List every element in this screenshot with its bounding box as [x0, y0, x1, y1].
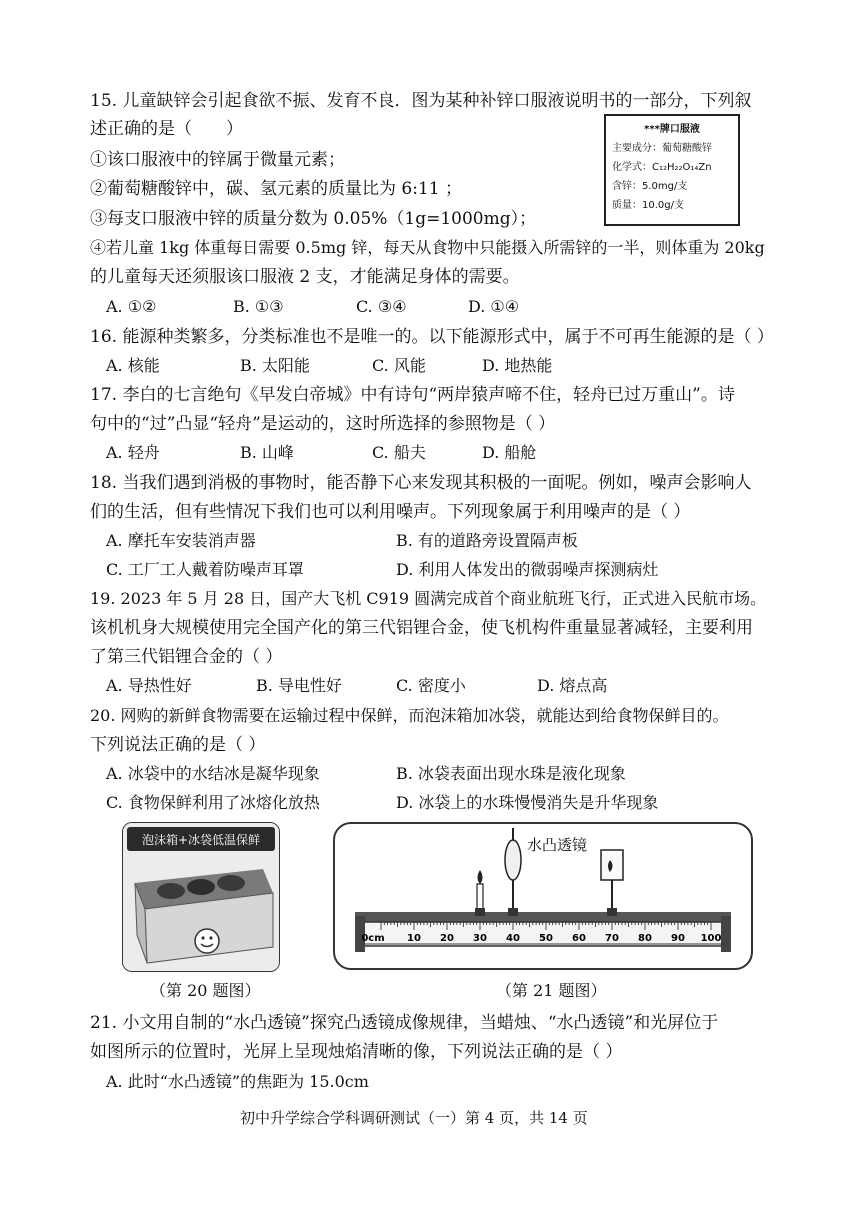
- ruler-tick-label: 90: [671, 933, 685, 944]
- figure-20-label: 泡沫箱+冰袋低温保鲜: [141, 833, 261, 847]
- ruler-tick-label: 20: [440, 933, 454, 944]
- q19-option-a: A. 导热性好: [106, 676, 192, 695]
- medicine-label-zinc: 含锌：5.0mg/支: [612, 181, 688, 192]
- q19-line-1: 19. 2023 年 5 月 28 日，国产大飞机 C919 圆满完成首个商业航班飞行，正式进入民航市场。: [90, 589, 767, 608]
- q16-option-b: B. 太阳能: [240, 356, 310, 375]
- q19-line-3: 了第三代铝锂合金的（ ）: [90, 647, 283, 667]
- q19-line-2: 该机机身大规模使用完全国产化的第三代铝锂合金，使飞机构件重量显著减轻，主要利用: [90, 618, 753, 638]
- candle-flame: [478, 870, 483, 884]
- figure-20-caption: （第 20 题图）: [150, 981, 261, 1000]
- ruler-tick-label: 80: [638, 933, 652, 944]
- q16-option-d: D. 地热能: [482, 356, 553, 375]
- figure-21-optical-bench: [333, 822, 753, 970]
- foam-box-illustration: [123, 823, 279, 971]
- figure-21-caption: （第 21 题图）: [496, 981, 607, 1000]
- q15-option-d: D. ①④: [468, 297, 520, 316]
- optical-bench-illustration: [335, 824, 751, 968]
- q19-option-d: D. 熔点高: [537, 676, 608, 695]
- page-footer: 初中升学综合学科调研测试（一）第 4 页，共 14 页: [240, 1109, 588, 1127]
- screen-holder: [607, 908, 617, 916]
- q21-option-a: A. 此时“水凸透镜”的焦距为 15.0cm: [106, 1072, 369, 1091]
- q17-option-d: D. 船舱: [482, 443, 537, 462]
- medicine-label-ingredient: 主要成分：葡萄糖酸锌: [612, 143, 712, 154]
- q18-option-a: A. 摩托车安装消声器: [106, 531, 256, 550]
- q16-option-c: C. 风能: [372, 356, 426, 375]
- lens-holder: [508, 908, 518, 916]
- q20-option-a: A. 冰袋中的水结冰是凝华现象: [106, 764, 320, 783]
- ruler-tick-label: 0cm: [361, 933, 385, 944]
- q20-line-2: 下列说法正确的是（ ）: [90, 735, 266, 755]
- q18-option-b: B. 有的道路旁设置隔声板: [396, 531, 578, 550]
- q18-line-2: 们的生活，但有些情况下我们也可以利用噪声。下列现象属于利用噪声的是（ ）: [90, 502, 691, 522]
- figure-21-label: 水凸透镜: [527, 836, 588, 854]
- q20-line-1: 20. 网购的新鲜食物需要在运输过程中保鲜，而泡沫箱加冰袋，就能达到给食物保鲜目的。: [90, 706, 729, 725]
- medicine-label-box: [604, 114, 740, 226]
- q21-line-2: 如图所示的位置时，光屏上呈现烛焰清晰的像，下列说法正确的是（ ）: [90, 1042, 623, 1062]
- q20-option-b: B. 冰袋表面出现水珠是液化现象: [396, 764, 626, 783]
- medicine-label-formula: 化学式：C₁₂H₂₂O₁₄Zn: [612, 162, 712, 173]
- ruler-tick-label: 100: [700, 933, 722, 944]
- q15-option-c: C. ③④: [356, 297, 407, 316]
- q20-option-c: C. 食物保鲜利用了冰熔化放热: [106, 793, 320, 812]
- figure-20-photo: [122, 822, 280, 972]
- q15-statement-4b: 的儿童每天还须服该口服液 2 支，才能满足身体的需要。: [90, 267, 520, 287]
- q15-statement-3: ③每支口服液中锌的质量分数为 0.05%（1g=1000mg）；: [90, 209, 537, 229]
- q18-option-c: C. 工厂工人戴着防噪声耳罩: [106, 560, 304, 579]
- candle-holder: [475, 908, 485, 916]
- q17-option-a: A. 轻舟: [106, 443, 160, 462]
- q17-line-1: 17. 李白的七言绝句《早发白帝城》中有诗句“两岸猿声啼不住，轻舟已过万重山”。诗: [90, 385, 735, 405]
- q16-option-a: A. 核能: [106, 356, 160, 375]
- q19-option-b: B. 导电性好: [256, 676, 342, 695]
- ruler-tick-label: 10: [407, 933, 421, 944]
- q15-line-1: 15. 儿童缺锌会引起食欲不振、发育不良．图为某种补锌口服液说明书的一部分，下列叙: [90, 91, 752, 111]
- q15-statement-1: ①该口服液中的锌属于微量元素；: [90, 150, 345, 170]
- q15-option-b: B. ①③: [233, 297, 284, 316]
- q19-option-c: C. 密度小: [396, 676, 466, 695]
- q16-line-1: 16. 能源种类繁多，分类标准也不是唯一的。以下能源形式中，属于不可再生能源的是（ ）: [90, 327, 774, 347]
- ruler-tick-label: 40: [506, 933, 520, 944]
- q15-line-2: 述正确的是（ ）: [90, 119, 243, 139]
- medicine-label-mass: 质量：10.0g/支: [612, 200, 684, 211]
- ruler-tick-label: 30: [473, 933, 487, 944]
- q21-line-1: 21. 小文用自制的“水凸透镜”探究凸透镜成像规律，当蜡烛、“水凸透镜”和光屏位于: [90, 1013, 719, 1033]
- medicine-label-title: ***牌口服液: [644, 124, 700, 135]
- ruler-tick-label: 60: [572, 933, 586, 944]
- q15-statement-4a: ④若儿童 1kg 体重每日需要 0.5mg 锌，每天从食物中只能摄入所需锌的一半，则体重为 20kg: [90, 238, 765, 257]
- q17-line-2: 句中的“过”凸显“轻舟”是运动的，这时所选择的参照物是（ ）: [90, 414, 556, 434]
- q15-option-a: A. ①②: [106, 297, 157, 316]
- ruler-tick-label: 50: [539, 933, 553, 944]
- q17-option-b: B. 山峰: [240, 443, 294, 462]
- q20-option-d: D. 冰袋上的水珠慢慢消失是升华现象: [396, 793, 659, 812]
- q15-statement-2: ②葡萄糖酸锌中，碳、氢元素的质量比为 6:11 ；: [90, 179, 462, 199]
- q18-line-1: 18. 当我们遇到消极的事物时，能否静下心来发现其积极的一面呢。例如，噪声会影响人: [90, 473, 752, 493]
- q18-option-d: D. 利用人体发出的微弱噪声探测病灶: [396, 560, 659, 579]
- q17-option-c: C. 船夫: [372, 443, 426, 462]
- candle: [477, 884, 483, 912]
- ruler-tick-label: 70: [605, 933, 619, 944]
- water-lens: [505, 840, 521, 880]
